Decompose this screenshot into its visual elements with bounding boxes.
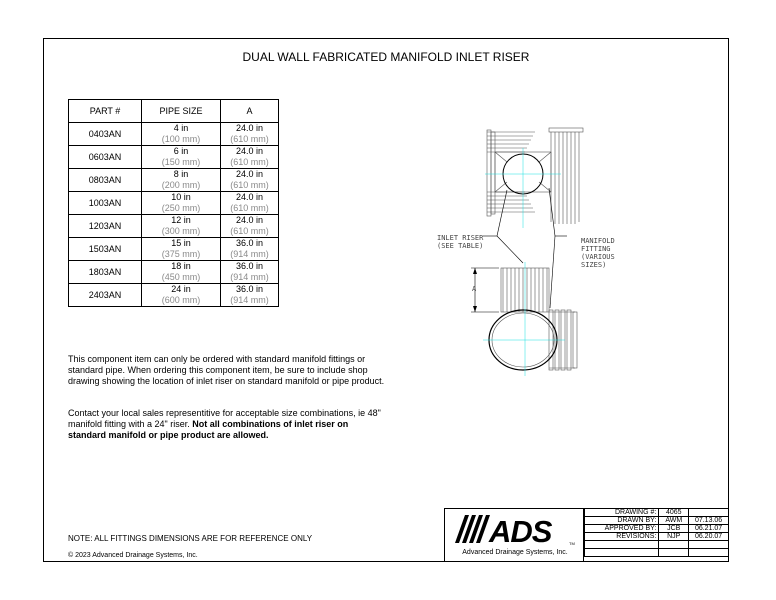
table-row <box>69 284 279 307</box>
pipe-size-mm: (450 mm) <box>161 272 201 282</box>
pipe-size-in: 4 in <box>173 123 189 133</box>
a-mm: (914 mm) <box>230 295 269 305</box>
title-block-value <box>659 549 689 557</box>
cell-pipe-size <box>142 284 221 307</box>
title-block-row <box>585 509 729 517</box>
title-block-row <box>585 525 729 533</box>
a-in: 24.0 in <box>235 146 264 156</box>
pipe-size-in: 18 in <box>171 261 191 271</box>
pipe-size-in: 24 in <box>171 284 191 294</box>
pipe-size-mm: (150 mm) <box>161 157 201 167</box>
a-mm: (914 mm) <box>230 272 269 282</box>
cell-a <box>221 261 279 284</box>
title-block-label: APPROVED BY: <box>585 525 659 533</box>
a-in: 24.0 in <box>235 192 264 202</box>
pipe-size-mm: (600 mm) <box>161 295 201 305</box>
table-row <box>69 192 279 215</box>
title-block-value <box>659 541 689 549</box>
cell-pipe-size <box>142 215 221 238</box>
label-fitting: FITTING <box>581 245 611 253</box>
cell-a <box>221 215 279 238</box>
label-see-table: (SEE TABLE) <box>437 242 484 250</box>
cell-pipe-size <box>142 123 221 146</box>
logo-subtitle: Advanced Drainage Systems, Inc. <box>462 549 568 556</box>
pipe-size-in: 15 in <box>171 238 191 248</box>
logo-text: ADS <box>489 514 552 549</box>
a-mm: (610 mm) <box>230 203 269 213</box>
dim-arrow-up <box>473 268 477 274</box>
header-a: A <box>221 100 279 123</box>
reference-note: NOTE: ALL FITTINGS DIMENSIONS ARE FOR REFERENCE ONLY <box>68 534 313 543</box>
title-block-row <box>585 549 729 557</box>
pipe-size-in: 12 in <box>171 215 191 225</box>
title-block-value: AWM <box>659 517 689 525</box>
pipe-size-mm: (200 mm) <box>161 180 201 190</box>
label-inlet-riser: INLET RISER <box>437 234 484 242</box>
cell-pipe-size <box>142 192 221 215</box>
a-mm: (610 mm) <box>230 180 269 190</box>
title-block-date: 06.21.07 <box>689 525 729 533</box>
title-block-label <box>585 549 659 557</box>
cell-part: 1503AN <box>69 238 142 261</box>
pipe-size-mm: (375 mm) <box>161 249 201 259</box>
label-dimension-a: A <box>472 285 477 293</box>
cell-a <box>221 123 279 146</box>
top-fitting-vertical-pipe <box>549 128 583 224</box>
header-pipe-size: PIPE SIZE <box>142 100 221 123</box>
label-manifold: MANIFOLD <box>581 237 615 245</box>
cell-a <box>221 169 279 192</box>
ads-logo-mark <box>445 509 585 549</box>
manifold-riser-drawing <box>425 118 665 378</box>
header-part: PART # <box>69 100 142 123</box>
title-block-label: DRAWING #: <box>585 509 659 517</box>
cell-part: 1803AN <box>69 261 142 284</box>
title-block-date <box>689 549 729 557</box>
a-mm: (610 mm) <box>230 226 269 236</box>
cell-pipe-size <box>142 169 221 192</box>
label-sizes: SIZES) <box>581 261 607 269</box>
order-note: This component item can only be ordered with standard manifold fittings or standard pipe. When ordering this component item, be sure to include shop drawing showing the location of inlet riser on standard manifold or pipe product. <box>68 354 385 386</box>
a-mm: (914 mm) <box>230 249 269 259</box>
table-row <box>69 238 279 261</box>
title-block-label: REVISIONS: <box>585 533 659 541</box>
a-in: 24.0 in <box>235 215 264 225</box>
cell-part: 0803AN <box>69 169 142 192</box>
dim-arrow-down <box>473 306 477 312</box>
copyright: © 2023 Advanced Drainage Systems, Inc. <box>68 552 198 559</box>
title-block-date: 06.20.07 <box>689 533 729 541</box>
title-block-date: 07.13.06 <box>689 517 729 525</box>
logo-tm: TM <box>569 541 575 546</box>
a-in: 36.0 in <box>235 284 264 294</box>
label-various: (VARIOUS <box>581 253 615 261</box>
pipe-size-in: 6 in <box>173 146 189 156</box>
table-row <box>69 261 279 284</box>
cell-pipe-size <box>142 261 221 284</box>
title-block-row <box>585 533 729 541</box>
a-in: 36.0 in <box>235 238 264 248</box>
contact-note-bold: Not all combinations of inlet riser on standard manifold or pipe product are allowed. <box>68 419 349 440</box>
title-block-value: JCB <box>659 525 689 533</box>
title-block-row <box>585 541 729 549</box>
table-row <box>69 169 279 192</box>
pipe-size-mm: (300 mm) <box>161 226 201 236</box>
title-block-date <box>689 509 729 517</box>
table-row <box>69 123 279 146</box>
title-block-label: DRAWN BY: <box>585 517 659 525</box>
cell-pipe-size <box>142 238 221 261</box>
cell-part: 0403AN <box>69 123 142 146</box>
table-row <box>69 146 279 169</box>
pipe-size-mm: (100 mm) <box>161 134 201 144</box>
cell-a <box>221 238 279 261</box>
pipe-size-mm: (250 mm) <box>161 203 201 213</box>
cell-a <box>221 146 279 169</box>
cell-part: 0603AN <box>69 146 142 169</box>
a-in: 24.0 in <box>235 169 264 179</box>
pipe-size-in: 10 in <box>171 192 191 202</box>
contact-note: Contact your local sales representitive for acceptable size combinations, ie 48" manifold fitting with a 24" riser. Not all combinations of inlet riser on standard manifold or pipe product are allowed. <box>68 408 381 440</box>
page-title: DUAL WALL FABRICATED MANIFOLD INLET RISER <box>242 50 530 64</box>
table-row <box>69 215 279 238</box>
pipe-size-in: 8 in <box>173 169 189 179</box>
a-mm: (610 mm) <box>230 134 269 144</box>
cell-a <box>221 284 279 307</box>
cell-part: 2403AN <box>69 284 142 307</box>
title-block-label <box>585 541 659 549</box>
parts-table <box>68 99 279 307</box>
revision-table <box>584 508 729 557</box>
title-block-row <box>585 517 729 525</box>
title-block-value: 4065 <box>659 509 689 517</box>
a-in: 36.0 in <box>235 261 264 271</box>
top-fitting-horizontal-pipe <box>487 130 535 216</box>
table-header-row <box>69 100 279 123</box>
cell-part: 1003AN <box>69 192 142 215</box>
ads-logo <box>444 508 584 562</box>
a-mm: (610 mm) <box>230 157 269 167</box>
title-block-value: NJP <box>659 533 689 541</box>
title-block <box>444 508 729 562</box>
cell-a <box>221 192 279 215</box>
a-in: 24.0 in <box>235 123 264 133</box>
cell-part: 1203AN <box>69 215 142 238</box>
title-block-date <box>689 541 729 549</box>
cell-pipe-size <box>142 146 221 169</box>
